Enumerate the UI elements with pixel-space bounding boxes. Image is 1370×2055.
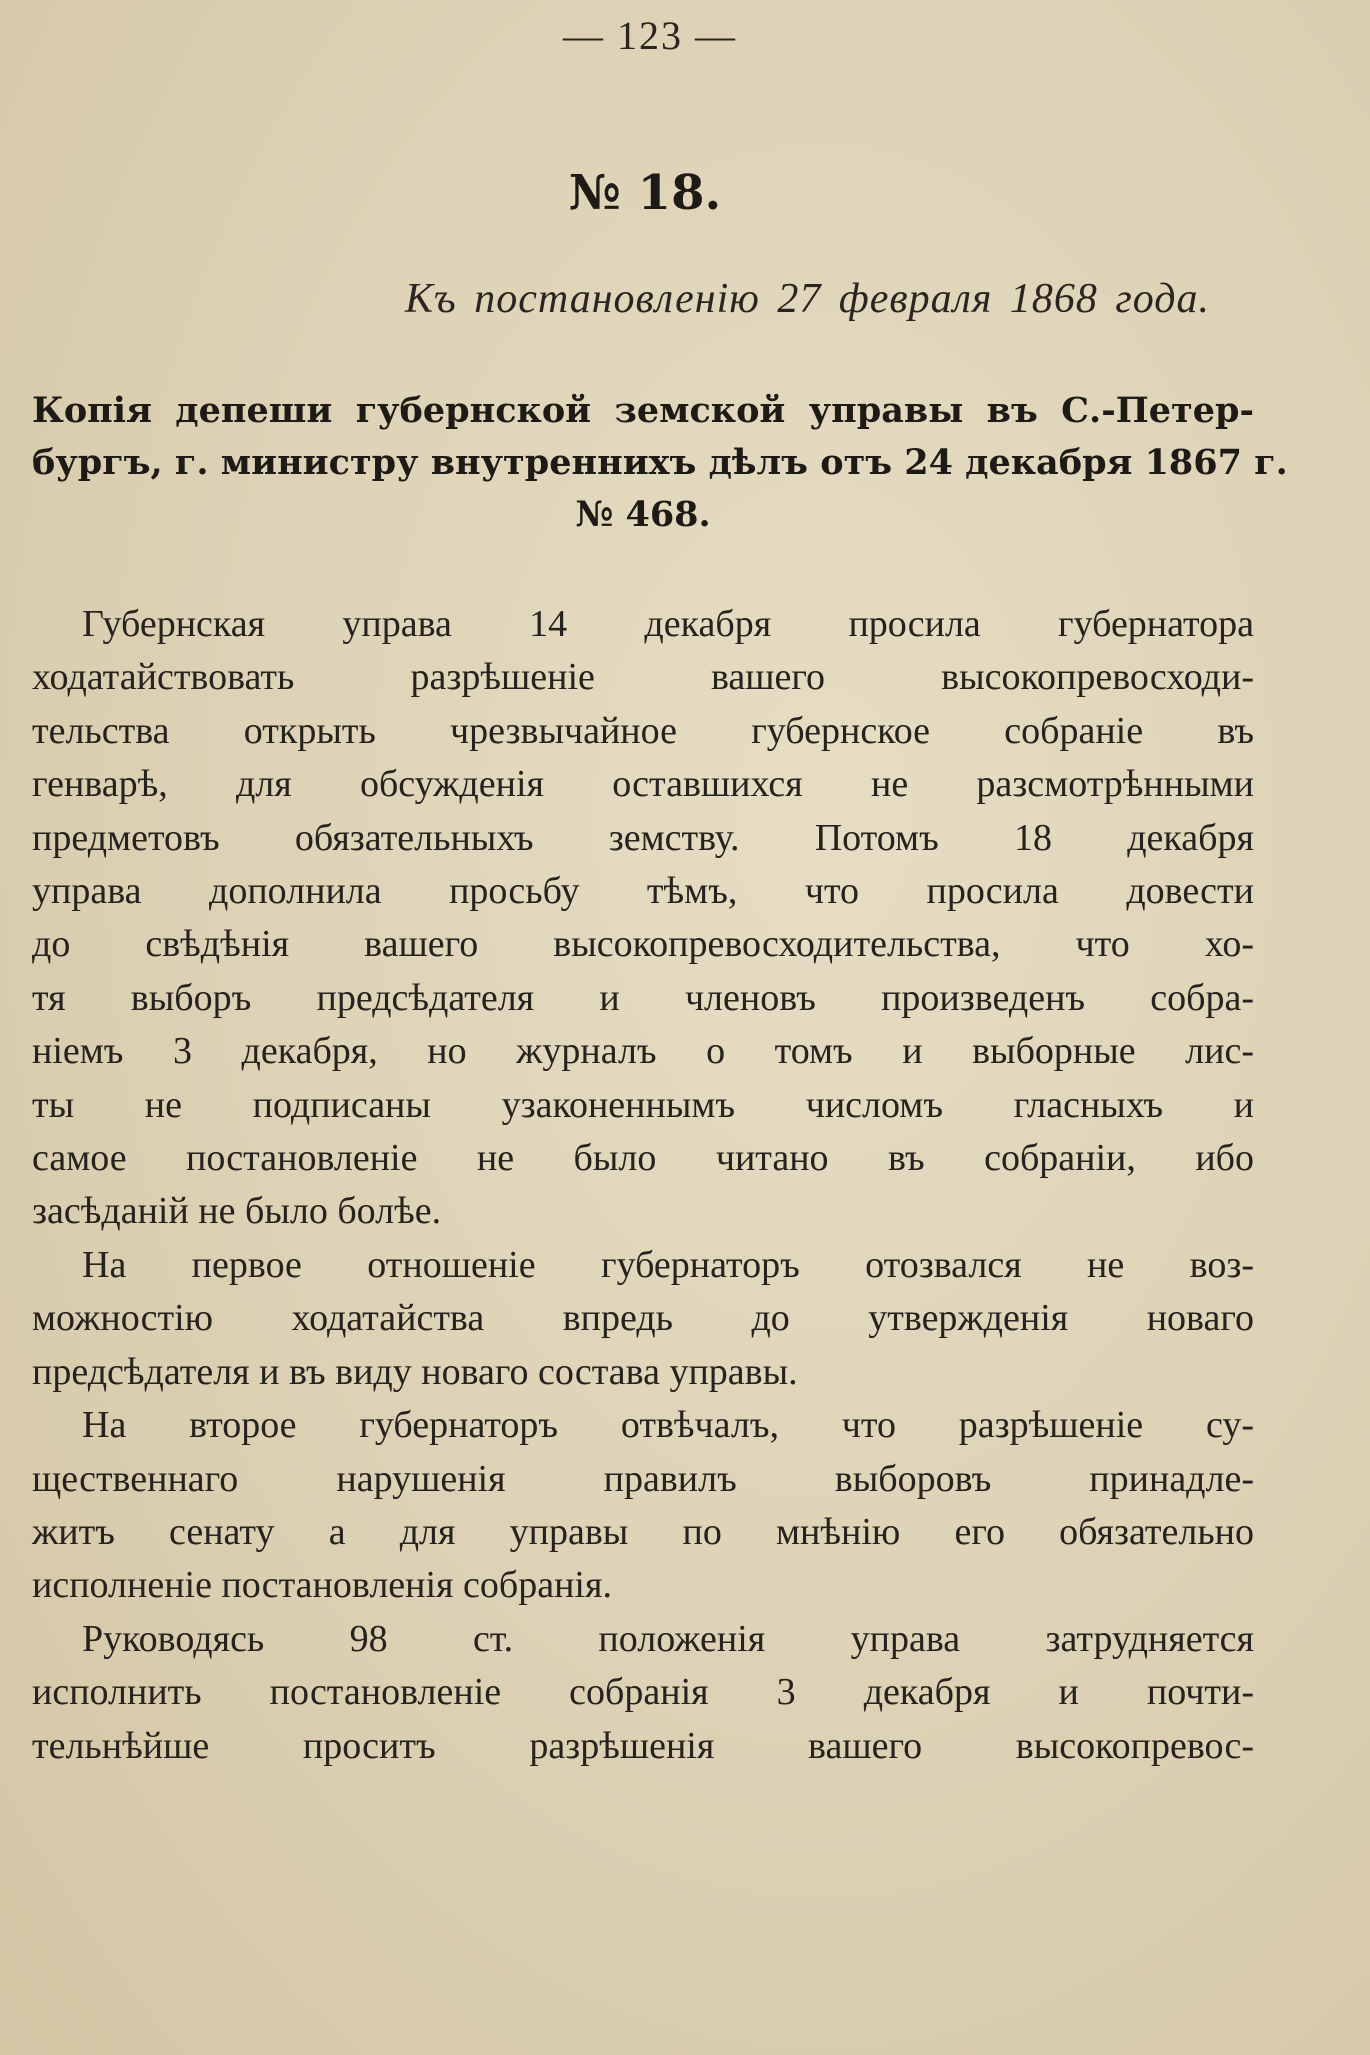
body-line: щественнаго нарушенія правилъ выборовъ принадле-: [32, 1457, 1254, 1500]
body-line: Губернская управа 14 декабря просила губернатора: [82, 603, 1254, 645]
body-line: управа дополнила просьбу тѣмъ, что просила довести: [32, 870, 1254, 913]
heading-line: № 468.: [575, 494, 711, 535]
body-line: житъ сенату а для управы по мнѣнію его обязательно: [32, 1510, 1254, 1553]
body-line: до свѣдѣнія вашего высокопревосходительства, что хо-: [32, 923, 1254, 966]
body-line: самое постановленіе не было читано въ собраніи, ибо: [32, 1137, 1254, 1180]
body-line: тельнѣйше проситъ разрѣшенія вашего высокопревос-: [32, 1724, 1254, 1767]
body-line: На первое отношеніе губернаторъ отозвался не воз-: [82, 1243, 1254, 1286]
body-line: Руководясь 98 ст. положенія управа затрудняется: [82, 1617, 1254, 1660]
heading-line: бургъ, г. министру внутреннихъ дѣлъ отъ 24 декабря 1867 г.: [32, 442, 1288, 483]
heading-line: Копія депеши губернской земской управы въ С.-Петер-: [32, 390, 1254, 431]
body-line: предсѣдателя и въ виду новаго состава управы.: [32, 1350, 798, 1393]
body-line: тя выборъ предсѣдателя и членовъ произведенъ собра-: [32, 976, 1254, 1019]
document-subtitle: Къ постановленію 27 февраля 1868 года.: [405, 276, 1210, 322]
body-line: исполнить постановленіе собранія 3 декабря и почти-: [32, 1671, 1254, 1714]
body-line: На второе губернаторъ отвѣчалъ, что разрѣшеніе су-: [82, 1404, 1254, 1447]
body-line: можностію ходатайства впредь до утвержденія новаго: [32, 1297, 1254, 1340]
document-number: № 18.: [568, 165, 722, 221]
body-line: ніемъ 3 декабря, но журналъ о томъ и выборные лис-: [32, 1030, 1254, 1073]
body-line: исполненіе постановленія собранія.: [32, 1564, 612, 1607]
document-body: [32, 598, 1254, 1773]
body-line: ты не подписаны узаконеннымъ числомъ гласныхъ и: [32, 1083, 1254, 1126]
body-line: ходатайствовать разрѣшеніе вашего высокопревосходи-: [32, 656, 1254, 699]
document-heading: [32, 385, 1288, 541]
body-line: предметовъ обязательныхъ земству. Потомъ 18 декабря: [32, 816, 1254, 859]
body-line: засѣданій не было болѣе.: [32, 1190, 442, 1233]
body-line: тельства открыть чрезвычайное губернское собраніе въ: [32, 709, 1254, 752]
body-line: генварѣ, для обсужденія оставшихся не разсмотрѣнными: [32, 763, 1254, 806]
page-number: — 123 —: [563, 13, 737, 58]
